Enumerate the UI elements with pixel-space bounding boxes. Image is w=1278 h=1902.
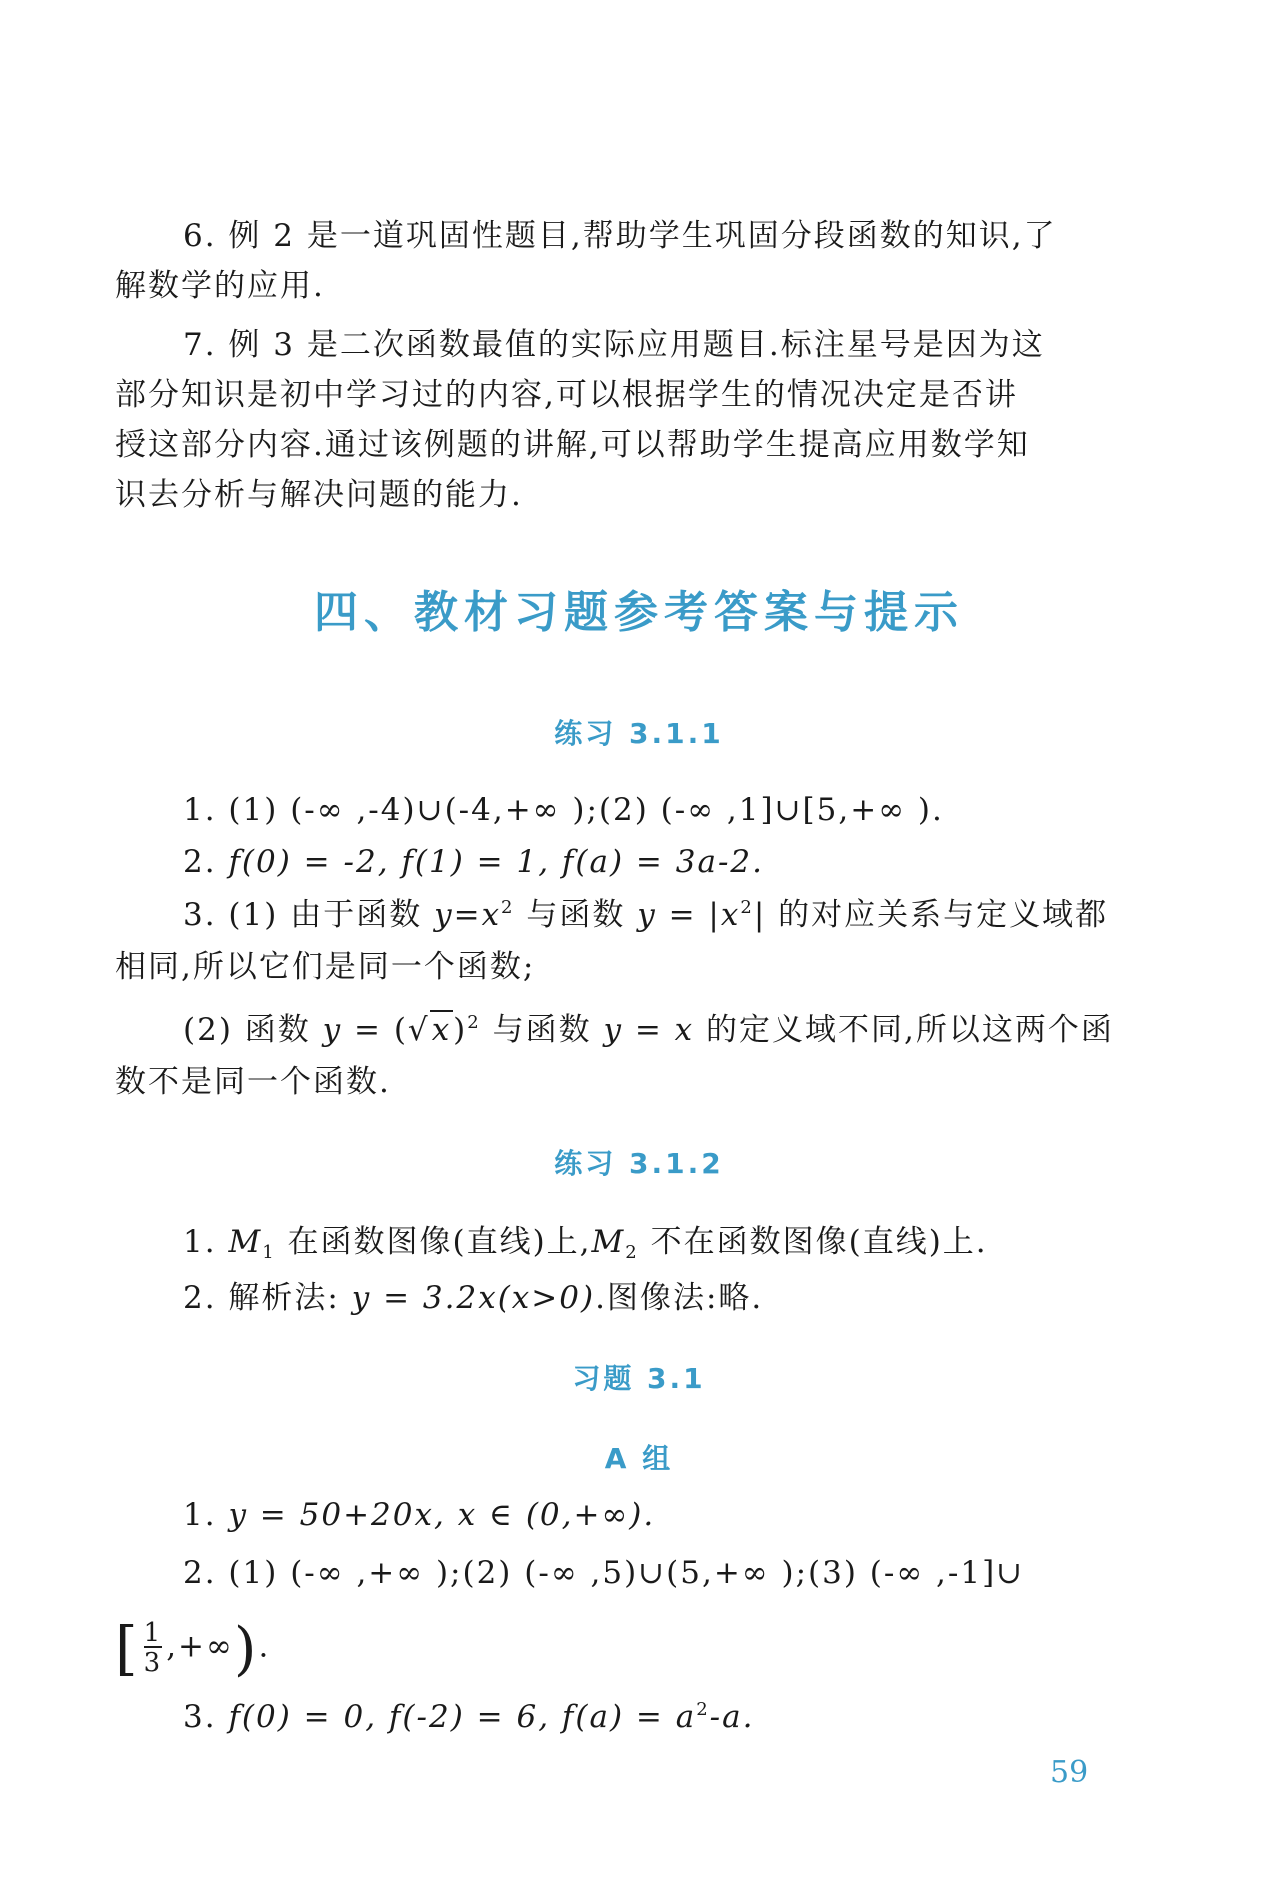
ex31-answer-2-line-2: [ $\frac{1}{3}$ ,+∞).: [115, 1614, 271, 1683]
ex312-answer-1: 1. $M_1$ 在函数图像(直线)上$,M_2$ 不在函数图像(直线)上.: [183, 1224, 988, 1263]
page-number: 59: [1050, 1755, 1089, 1790]
paragraph-6-line-1: 6. 例 2 是一道巩固性题目,帮助学生巩固分段函数的知识,了: [183, 218, 1057, 254]
ex311-answer-3-part-2-line-1: (2) 函数 $y = (√x)^2$ 与函数 y = x 的定义域不同,所以这两个函: [183, 1012, 1114, 1048]
paragraph-7-line-1: 7. 例 3 是二次函数最值的实际应用题目.标注星号是因为这: [183, 327, 1045, 363]
ex31-answer-3: 3. f(0) = 0, f(-2) = 6, $f(a) = a^2-a$.: [183, 1699, 755, 1735]
ex311-answer-3-part-2-line-2: 数不是同一个函数.: [115, 1064, 391, 1100]
fraction-one-third: $\frac{1}{3}$: [143, 1618, 163, 1678]
ex31-answer-2-line-1: 2. (1) (-∞ ,+∞ );(2) (-∞ ,5)∪(5,+∞ );(3) (-∞ ,-1]∪: [183, 1555, 1025, 1591]
group-a-title: A 组: [604, 1442, 674, 1475]
exercise-3-1-1-title: 练习 3.1.1: [554, 717, 724, 750]
paragraph-7-line-3: 授这部分内容.通过该例题的讲解,可以帮助学生提高应用数学知: [115, 427, 1030, 463]
ex311-answer-2: 2. f(0) = -2, f(1) = 1, f(a) = 3a-2.: [183, 844, 764, 880]
ex31-answer-1: 1. y = 50+20x, x ∈ (0,+∞).: [183, 1497, 656, 1533]
exercise-3-1-2-title: 练习 3.1.2: [554, 1147, 724, 1180]
section-title: 四、教材习题参考答案与提示: [314, 587, 964, 638]
ex312-answer-2: 2. 解析法: y = 3.2x(x>0).图像法:略.: [183, 1280, 764, 1316]
ex311-answer-3-line-1: 3. (1) 由于函数 $y=x^2$ 与函数 $y = |x^2|$ 的对应关系与定义域都: [183, 897, 1109, 933]
exercise-3-1-title: 习题 3.1: [572, 1362, 706, 1395]
ex311-answer-3-line-2: 相同,所以它们是同一个函数;: [115, 949, 536, 985]
ex311-answer-1: 1. (1) (-∞ ,-4)∪(-4,+∞ );(2) (-∞ ,1]∪[5,+∞ ).: [183, 792, 944, 828]
paragraph-7-line-2: 部分知识是初中学习过的内容,可以根据学生的情况决定是否讲: [115, 377, 1018, 413]
paragraph-7-line-4: 识去分析与解决问题的能力.: [115, 477, 523, 513]
paragraph-6-line-2: 解数学的应用.: [115, 268, 325, 304]
